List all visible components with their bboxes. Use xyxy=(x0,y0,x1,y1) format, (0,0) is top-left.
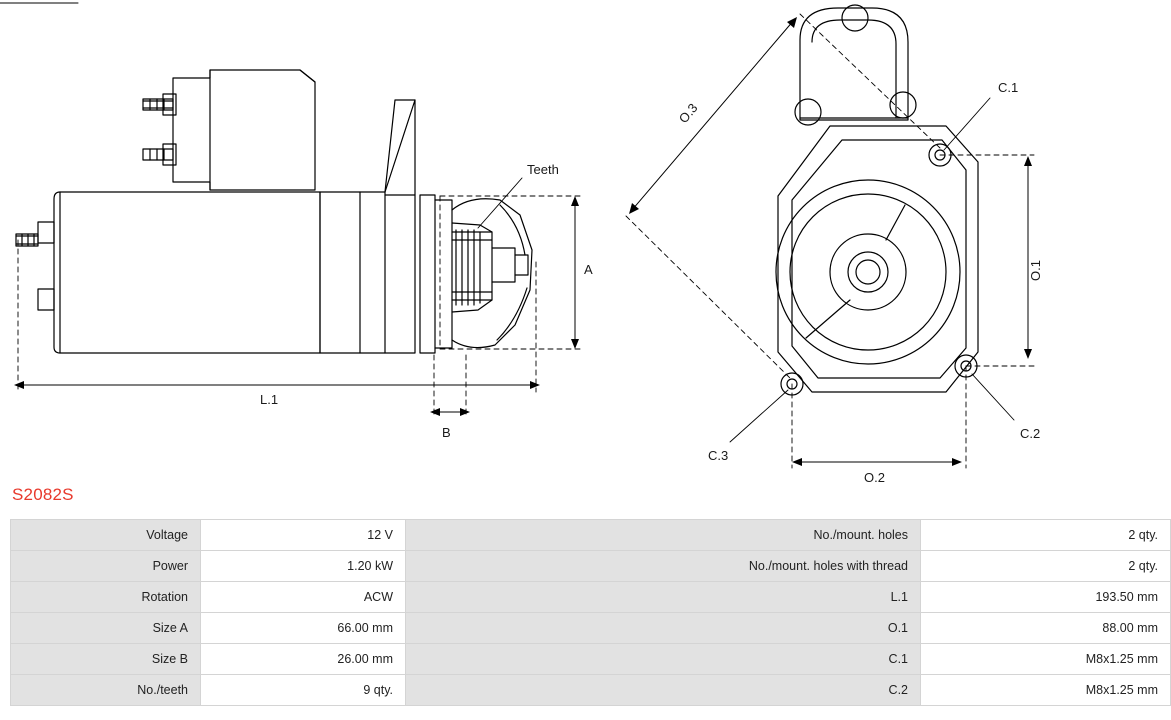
table-row xyxy=(11,582,1171,613)
spec-value: 26.00 mm xyxy=(201,644,406,675)
table-row xyxy=(11,551,1171,582)
label-o2: O.2 xyxy=(864,470,885,485)
spec-label: Power xyxy=(11,551,201,582)
label-a: A xyxy=(584,262,593,277)
spec-value: 1.20 kW xyxy=(201,551,406,582)
label-teeth: Teeth xyxy=(527,162,559,177)
label-l1: L.1 xyxy=(260,392,279,407)
spec-value: 66.00 mm xyxy=(201,613,406,644)
label-c2: C.2 xyxy=(1020,426,1041,441)
spec-value: M8x1.25 mm xyxy=(921,644,1171,675)
spec-value: 9 qty. xyxy=(201,675,406,706)
spec-value: 88.00 mm xyxy=(921,613,1171,644)
table-row xyxy=(11,613,1171,644)
spec-label: Voltage xyxy=(11,520,201,551)
spec-label: C.1 xyxy=(406,644,921,675)
label-o3: O.3 xyxy=(675,100,701,127)
table-row xyxy=(11,675,1171,706)
spec-label: Rotation xyxy=(11,582,201,613)
spec-value: M8x1.25 mm xyxy=(921,675,1171,706)
spec-label: No./mount. holes xyxy=(406,520,921,551)
spec-value: 2 qty. xyxy=(921,520,1171,551)
spec-label: No./teeth xyxy=(11,675,201,706)
spec-label: Size A xyxy=(11,613,201,644)
label-c3: C.3 xyxy=(708,448,729,463)
specifications-table xyxy=(10,519,1171,706)
table-row xyxy=(11,520,1171,551)
spec-value: 2 qty. xyxy=(921,551,1171,582)
spec-value: 193.50 mm xyxy=(921,582,1171,613)
label-o1: O.1 xyxy=(1028,260,1043,281)
spec-label: No./mount. holes with thread xyxy=(406,551,921,582)
spec-label: C.2 xyxy=(406,675,921,706)
part-number: S2082S xyxy=(12,485,74,504)
label-c1: C.1 xyxy=(998,80,1019,95)
spec-value: ACW xyxy=(201,582,406,613)
label-b: B xyxy=(442,425,451,440)
spec-label: L.1 xyxy=(406,582,921,613)
spec-value: 12 V xyxy=(201,520,406,551)
table-row xyxy=(11,644,1171,675)
spec-label: Size B xyxy=(11,644,201,675)
spec-label: O.1 xyxy=(406,613,921,644)
